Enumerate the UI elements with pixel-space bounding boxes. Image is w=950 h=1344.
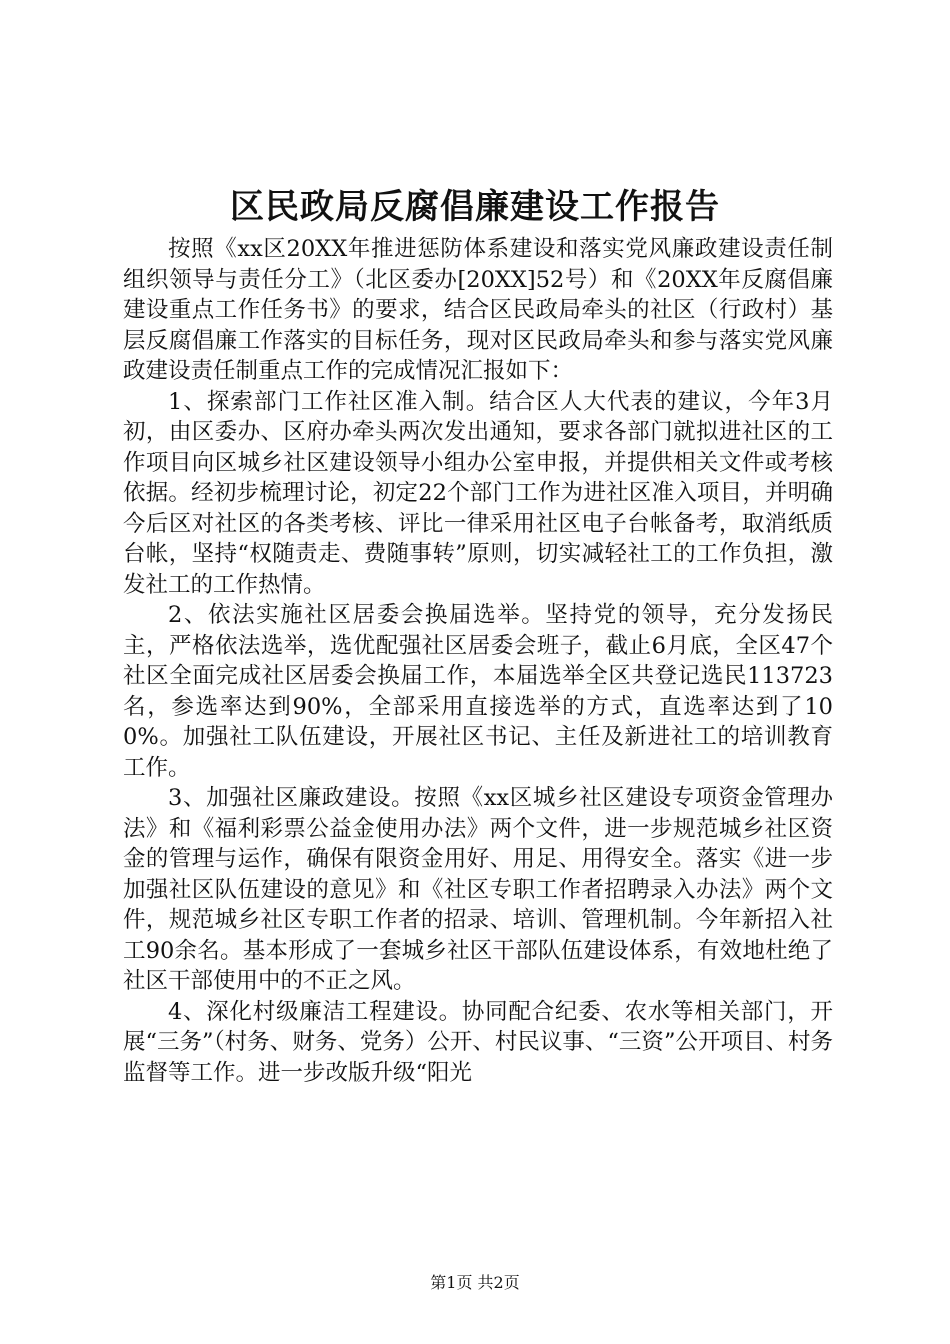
intro-paragraph: 按照《xx区20XX年推进惩防体系建设和落实党风廉政建设责任制组织领导与责任分工》（北区委办[20XX]52号）和《20XX年反腐倡廉建设重点工作任务书》的要求，结合区民政局牵头的社区（行政村）基层反腐倡廉工作落实的目标任务，现对区民政局牵头和参与落实党风廉政建设责任制重点工作的完成情况汇报如下：: [123, 236, 833, 384]
section-4-paragraph: 4、深化村级廉洁工程建设。协同配合纪委、农水等相关部门，开展“三务”（村务、财务、党务）公开、村民议事、“三资”公开项目、村务监督等工作。进一步改版升级“阳光: [123, 998, 833, 1086]
page-footer: 第1页 共2页: [430, 1273, 520, 1292]
section-1-paragraph: 1、探索部门工作社区准入制。结合区人大代表的建议，今年3月初，由区委办、区府办牵头两次发出通知，要求各部门就拟进社区的工作项目向区城乡社区建设领导小组办公室申报，并提供相关文件或考核依据。经初步梳理讨论，初定22个部门工作为进社区准入项目，并明确今后区对社区的各类考核、评比一律采用社区电子台帐备考，取消纸质台帐，坚持“权随责走、费随事转”原则，切实减轻社工的工作负担，激发社工的工作热情。: [123, 388, 833, 598]
document-title: 区民政局反腐倡廉建设工作报告: [230, 187, 720, 227]
section-2-paragraph: 2、依法实施社区居委会换届选举。坚持党的领导，充分发扬民主，严格依法选举，选优配强社区居委会班子，截止6月底，全区47个社区全面完成社区居委会换届工作，本届选举全区共登记选民113723名，参选率达到90%，全部采用直接选举的方式，直选率达到了100%。加强社工队伍建设，开展社区书记、主任及新进社工的培训教育工作。: [123, 602, 833, 781]
document-body: [123, 234, 833, 1088]
section-3-paragraph: 3、加强社区廉政建设。按照《xx区城乡社区建设专项资金管理办法》和《福利彩票公益金使用办法》两个文件，进一步规范城乡社区资金的管理与运作，确保有限资金用好、用足、用得安全。落实《进一步加强社区队伍建设的意见》和《社区专职工作者招聘录入办法》两个文件，规范城乡社区专职工作者的招录、培训、管理机制。今年新招入社工90余名。基本形成了一套城乡社区干部队伍建设体系，有效地杜绝了社区干部使用中的不正之风。: [123, 785, 833, 994]
